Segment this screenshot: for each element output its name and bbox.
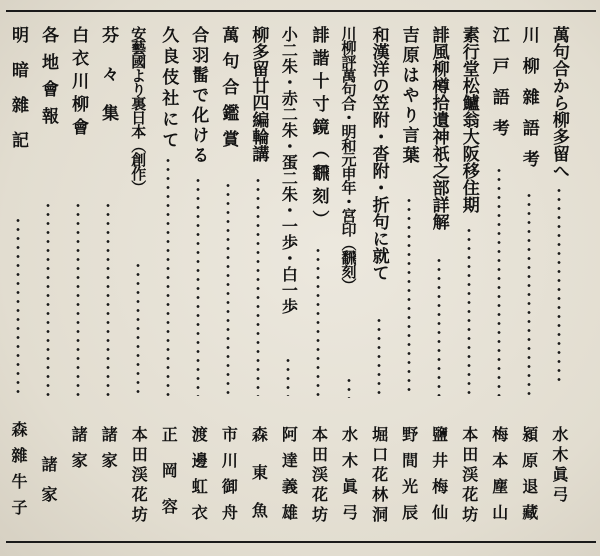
dot-leader [166, 156, 170, 396]
entry-title: 芬々集 [98, 26, 119, 143]
entry-author: 本田渓花坊 [309, 426, 329, 526]
top-rule [6, 10, 596, 12]
toc-entry [336, 26, 362, 531]
entry-title: 川柳評萬句合・明和元申年・宮印（飜刻） [339, 26, 358, 292]
dot-leader [76, 201, 80, 396]
entry-title: 萬句合鑑賞 [218, 26, 239, 156]
entry-title: 明暗雜記 [8, 26, 28, 166]
entry-title: 素行堂松鱸翁大阪移住期 [458, 26, 479, 213]
table-of-contents [5, 26, 580, 540]
entry-title: 合羽髷で化ける [188, 26, 209, 166]
entry-author: 市川御舟 [219, 426, 239, 530]
dot-leader [347, 376, 351, 398]
entry-title: 誹風柳樽拾遺神祇之部詳解 [428, 26, 449, 230]
toc-entry [486, 26, 512, 531]
dot-leader [16, 216, 20, 396]
entry-author: 水木眞弓 [339, 426, 359, 530]
toc-entry [426, 26, 452, 531]
dot-leader [497, 166, 501, 396]
toc-entry [366, 26, 392, 531]
dot-leader [527, 191, 531, 396]
entry-author: 本田渓花坊 [129, 426, 149, 526]
toc-entry [155, 26, 181, 534]
entry-author: 本田渓花坊 [459, 426, 479, 526]
dot-leader [377, 316, 381, 396]
entry-title: 川柳雜語考 [518, 26, 539, 181]
toc-entry [95, 26, 121, 531]
entry-author: 正岡容 [159, 426, 179, 534]
dot-leader [407, 196, 411, 396]
toc-entry [65, 26, 91, 531]
entry-author: 潁原退藏 [519, 426, 539, 530]
entry-title: 萬句合から柳多留へ [548, 26, 569, 179]
dot-leader [437, 256, 441, 396]
entry-title: 小二朱・赤二朱・蛋二朱・一歩・白一歩 [279, 26, 299, 314]
entry-author: 阿達義雄 [279, 426, 299, 530]
entry-author: 諸家 [69, 426, 89, 478]
entry-author: 森東魚 [249, 426, 269, 540]
entry-author: 鹽井梅仙 [429, 426, 449, 530]
entry-author: 諸家 [39, 456, 59, 516]
toc-entry [5, 26, 31, 531]
entry-title: 吉原はやり言葉 [398, 26, 419, 166]
toc-entry [516, 26, 542, 531]
toc-entry [35, 26, 61, 531]
toc-entry [245, 26, 271, 540]
dot-leader [316, 246, 320, 396]
toc-entry [125, 26, 151, 531]
toc-entry [275, 26, 301, 531]
entry-title: 江戸語考 [488, 26, 509, 150]
entry-author: 梅本塵山 [489, 426, 509, 530]
toc-entry [215, 26, 241, 531]
dot-leader [226, 181, 230, 396]
toc-entry [305, 26, 331, 531]
toc-entry [396, 26, 422, 531]
dot-leader [46, 201, 50, 396]
dot-leader [256, 176, 260, 396]
dot-leader [557, 186, 561, 386]
toc-entry [456, 26, 482, 531]
entry-author: 堀口花林洞 [369, 426, 389, 526]
dot-leader [136, 261, 140, 396]
entry-title: 各地會報 [38, 26, 59, 134]
entry-author: 諸家 [99, 426, 119, 478]
bottom-rule [6, 541, 596, 543]
dot-leader [106, 201, 110, 396]
entry-title: 白衣川柳會 [68, 26, 89, 141]
dot-leader [286, 356, 290, 396]
entry-title: 和漢洋の笠附・沓附・折句に就て [368, 26, 389, 281]
entry-author: 野間光辰 [399, 426, 419, 530]
toc-entry [546, 26, 572, 531]
entry-author: 水木眞弓 [549, 426, 569, 506]
dot-leader [196, 176, 200, 396]
dot-leader [467, 226, 471, 396]
entry-title: 誹諧十寸鏡（飜刻） [308, 26, 329, 233]
entry-title: 柳多留廿四編輪講 [248, 26, 269, 162]
toc-entry [185, 26, 211, 531]
entry-title: 安藝國より裏日本（創作） [129, 26, 148, 194]
entry-author: 渡邊虹衣 [189, 426, 209, 530]
entry-title: 久良伎社にて [158, 26, 179, 152]
entry-author: 森雜牛子 [9, 421, 28, 525]
